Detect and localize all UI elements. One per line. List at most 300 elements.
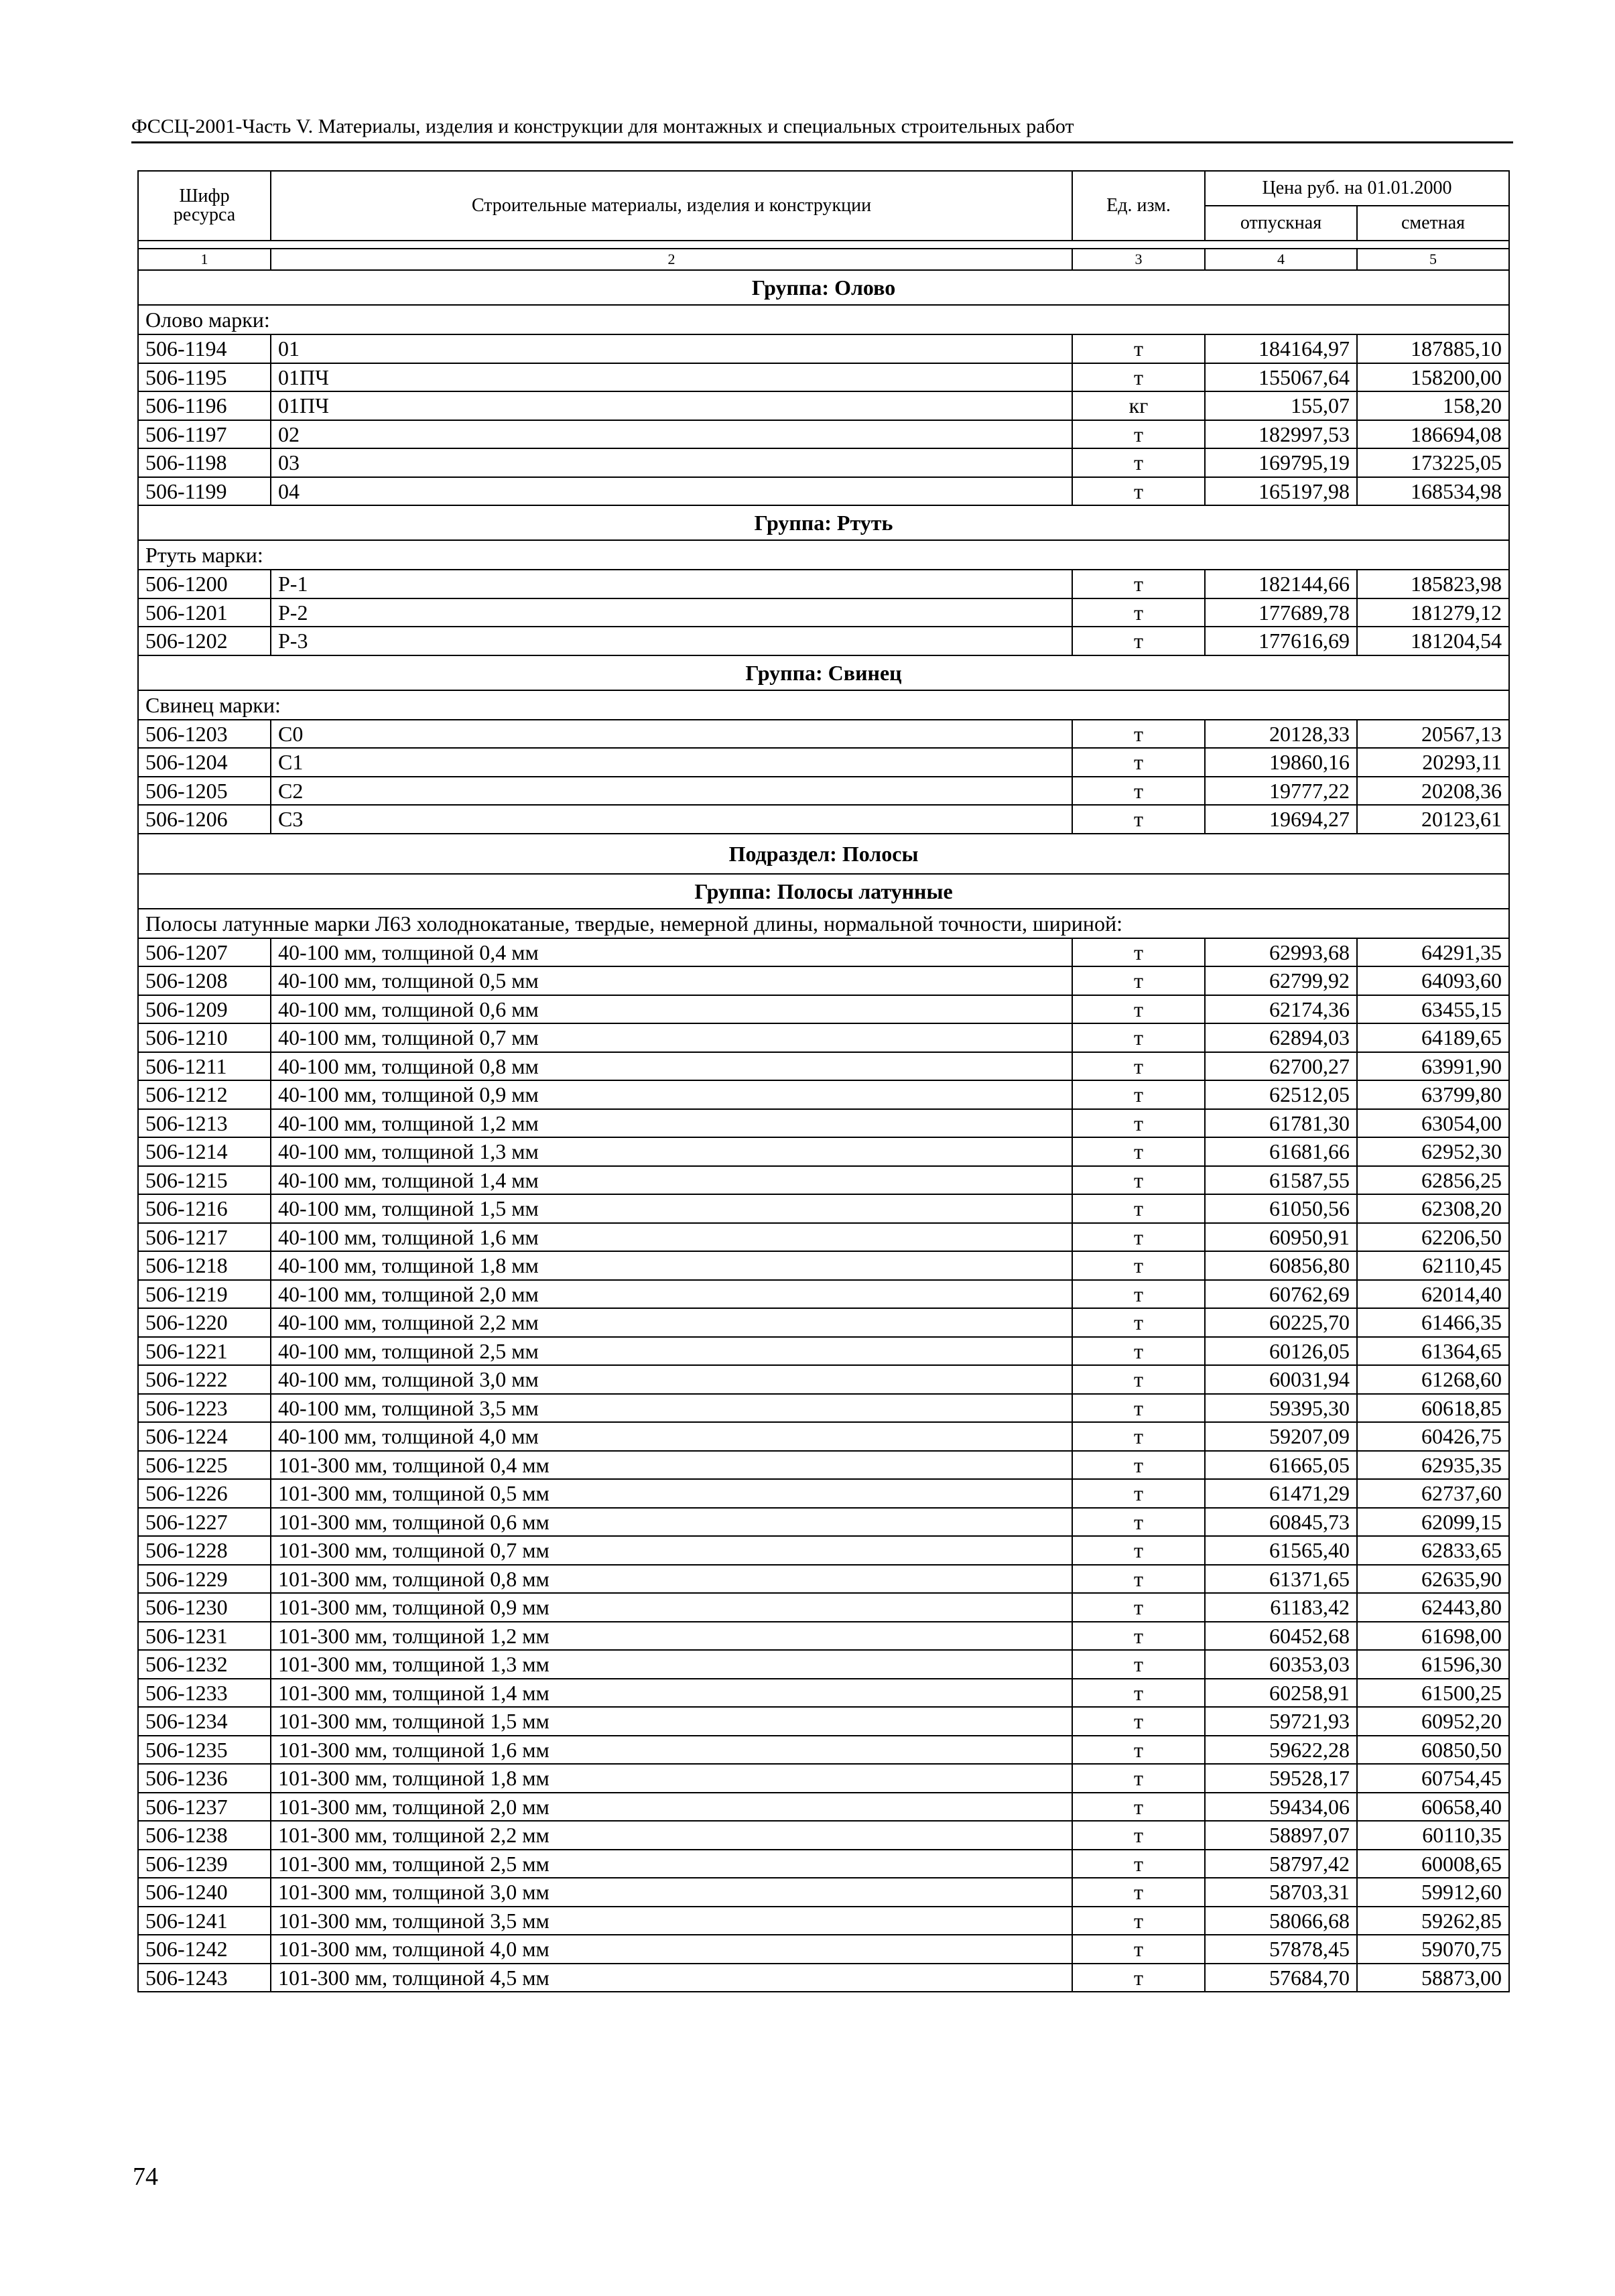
release-price: 177616,69 [1205,627,1357,655]
table-row [138,1764,1509,1793]
unit: т [1072,1907,1205,1935]
table-row [138,1308,1509,1337]
material-name: Р-1 [271,570,1072,598]
unit: т [1072,1251,1205,1280]
resource-code: 506-1219 [138,1280,271,1309]
resource-code: 506-1197 [138,420,271,449]
estimate-price: 181279,12 [1357,598,1509,627]
unit: кг [1072,391,1205,420]
material-name: 40-100 мм, толщиной 3,0 мм [271,1365,1072,1394]
release-price: 59528,17 [1205,1764,1357,1793]
material-name: 40-100 мм, толщиной 0,5 мм [271,966,1072,995]
table-row [138,598,1509,627]
table-row [138,1964,1509,1992]
table-row [138,1878,1509,1907]
unit: т [1072,1109,1205,1138]
release-price: 60225,70 [1205,1308,1357,1337]
unit: т [1072,720,1205,749]
unit: т [1072,777,1205,806]
table-row [138,1850,1509,1878]
unit: т [1072,1964,1205,1992]
table-row [138,1194,1509,1223]
estimate-price: 173225,05 [1357,448,1509,477]
material-name: 101-300 мм, толщиной 4,0 мм [271,1935,1072,1964]
estimate-price: 62206,50 [1357,1223,1509,1252]
unit: т [1072,334,1205,363]
unit: т [1072,1422,1205,1451]
release-price: 60950,91 [1205,1223,1357,1252]
subheading-row [138,305,1509,334]
column-number: 2 [271,249,1072,270]
material-name: 101-300 мм, толщиной 1,5 мм [271,1707,1072,1736]
release-price: 182144,66 [1205,570,1357,598]
material-name: 101-300 мм, толщиной 1,6 мм [271,1736,1072,1765]
release-price: 60353,03 [1205,1650,1357,1679]
column-number: 4 [1205,249,1357,270]
material-name: 40-100 мм, толщиной 2,2 мм [271,1308,1072,1337]
table-row [138,570,1509,598]
release-price: 61587,55 [1205,1166,1357,1195]
table-row [138,1793,1509,1822]
table-row [138,1451,1509,1480]
table-row [138,1422,1509,1451]
resource-code: 506-1237 [138,1793,271,1822]
resource-code: 506-1217 [138,1223,271,1252]
estimate-price: 185823,98 [1357,570,1509,598]
resource-code: 506-1233 [138,1679,271,1708]
release-price: 61050,56 [1205,1194,1357,1223]
table-row [138,1337,1509,1366]
estimate-price: 58873,00 [1357,1964,1509,1992]
unit: т [1072,1935,1205,1964]
release-price: 60126,05 [1205,1337,1357,1366]
material-name: 101-300 мм, толщиной 4,5 мм [271,1964,1072,1992]
subheading-row [138,909,1509,938]
unit: т [1072,1194,1205,1223]
resource-code: 506-1206 [138,805,271,834]
estimate-price: 20208,36 [1357,777,1509,806]
subsection-title: Подраздел: Полосы [138,834,1509,874]
material-name: Р-3 [271,627,1072,655]
release-price: 60258,91 [1205,1679,1357,1708]
release-price: 177689,78 [1205,598,1357,627]
estimate-price: 158,20 [1357,391,1509,420]
group-title: Группа: Олово [138,270,1509,305]
estimate-price: 60658,40 [1357,1793,1509,1822]
resource-code: 506-1207 [138,938,271,967]
table-row [138,391,1509,420]
subsection-row [138,834,1509,874]
release-price: 20128,33 [1205,720,1357,749]
resource-code: 506-1194 [138,334,271,363]
estimate-price: 20123,61 [1357,805,1509,834]
release-price: 62993,68 [1205,938,1357,967]
estimate-price: 61268,60 [1357,1365,1509,1394]
estimate-price: 60110,35 [1357,1821,1509,1850]
material-name: 01ПЧ [271,363,1072,392]
material-name: 101-300 мм, толщиной 3,0 мм [271,1878,1072,1907]
unit: т [1072,1451,1205,1480]
unit: т [1072,477,1205,506]
material-name: 101-300 мм, толщиной 1,2 мм [271,1622,1072,1651]
group-row [138,505,1509,540]
release-price: 61665,05 [1205,1451,1357,1480]
subheading-text: Полосы латунные марки Л63 холоднокатаные, твердые, немерной длины, нормальной точности, шириной: [138,909,1509,938]
estimate-price: 61466,35 [1357,1308,1509,1337]
estimate-price: 61596,30 [1357,1650,1509,1679]
release-price: 169795,19 [1205,448,1357,477]
estimate-price: 62014,40 [1357,1280,1509,1309]
release-price: 62174,36 [1205,995,1357,1024]
material-name: 101-300 мм, толщиной 0,7 мм [271,1536,1072,1565]
resource-code: 506-1238 [138,1821,271,1850]
group-row [138,874,1509,909]
resource-code: 506-1220 [138,1308,271,1337]
resource-code: 506-1195 [138,363,271,392]
release-price: 58066,68 [1205,1907,1357,1935]
table-row [138,1223,1509,1252]
column-number: 1 [138,249,271,270]
release-price: 155,07 [1205,391,1357,420]
unit: т [1072,1080,1205,1109]
unit: т [1072,748,1205,777]
unit: т [1072,1508,1205,1537]
estimate-price: 63799,80 [1357,1080,1509,1109]
resource-code: 506-1229 [138,1565,271,1594]
material-name: 101-300 мм, толщиной 1,3 мм [271,1650,1072,1679]
table-row [138,1251,1509,1280]
resource-code: 506-1236 [138,1764,271,1793]
release-price: 60845,73 [1205,1508,1357,1537]
subheading-text: Свинец марки: [138,690,1509,720]
table-row [138,1479,1509,1508]
estimate-price: 63455,15 [1357,995,1509,1024]
unit: т [1072,627,1205,655]
release-price: 61371,65 [1205,1565,1357,1594]
column-header-unit: Ед. изм. [1072,171,1205,241]
resource-code: 506-1222 [138,1365,271,1394]
resource-code: 506-1212 [138,1080,271,1109]
estimate-price: 62737,60 [1357,1479,1509,1508]
material-name: 101-300 мм, толщиной 2,2 мм [271,1821,1072,1850]
resource-code: 506-1230 [138,1593,271,1622]
material-name: 01 [271,334,1072,363]
resource-code: 506-1239 [138,1850,271,1878]
page-number: 74 [133,2163,158,2191]
release-price: 59434,06 [1205,1793,1357,1822]
unit: т [1072,448,1205,477]
resource-code: 506-1209 [138,995,271,1024]
table-row [138,448,1509,477]
unit: т [1072,1793,1205,1822]
release-price: 57878,45 [1205,1935,1357,1964]
release-price: 58703,31 [1205,1878,1357,1907]
group-row [138,270,1509,305]
subheading-text: Ртуть марки: [138,540,1509,570]
resource-code: 506-1240 [138,1878,271,1907]
material-name: 40-100 мм, толщиной 2,5 мм [271,1337,1072,1366]
subheading-text: Олово марки: [138,305,1509,334]
table-row [138,1622,1509,1651]
material-name: 03 [271,448,1072,477]
estimate-price: 186694,08 [1357,420,1509,449]
release-price: 182997,53 [1205,420,1357,449]
table-row [138,627,1509,655]
release-price: 62894,03 [1205,1023,1357,1052]
resource-code: 506-1223 [138,1394,271,1423]
release-price: 155067,64 [1205,363,1357,392]
unit: т [1072,1394,1205,1423]
unit: т [1072,1166,1205,1195]
estimate-price: 63991,90 [1357,1052,1509,1081]
release-price: 61681,66 [1205,1137,1357,1166]
column-header-price: Цена руб. на 01.01.2000 [1205,171,1509,206]
header-gap [138,241,1509,249]
table-row [138,1080,1509,1109]
estimate-price: 158200,00 [1357,363,1509,392]
table-row [138,1650,1509,1679]
resource-code: 506-1241 [138,1907,271,1935]
material-name: 04 [271,477,1072,506]
running-header: ФССЦ-2001-Часть V. Материалы, изделия и конструкции для монтажных и специальных строительных работ [131,115,1074,137]
material-name: С2 [271,777,1072,806]
estimate-price: 62856,25 [1357,1166,1509,1195]
resource-code: 506-1213 [138,1109,271,1138]
table-row [138,748,1509,777]
release-price: 60762,69 [1205,1280,1357,1309]
table-row [138,1736,1509,1765]
table-row [138,720,1509,749]
table-row [138,363,1509,392]
material-name: 101-300 мм, толщиной 0,6 мм [271,1508,1072,1537]
estimate-price: 61500,25 [1357,1679,1509,1708]
unit: т [1072,995,1205,1024]
unit: т [1072,1622,1205,1651]
estimate-price: 59070,75 [1357,1935,1509,1964]
estimate-price: 62833,65 [1357,1536,1509,1565]
release-price: 60452,68 [1205,1622,1357,1651]
table-row [138,1166,1509,1195]
material-name: 101-300 мм, толщиной 0,4 мм [271,1451,1072,1480]
estimate-price: 61364,65 [1357,1337,1509,1366]
unit: т [1072,1821,1205,1850]
unit: т [1072,1280,1205,1309]
estimate-price: 60754,45 [1357,1764,1509,1793]
table-row [138,1821,1509,1850]
table-row [138,1052,1509,1081]
estimate-price: 20567,13 [1357,720,1509,749]
release-price: 62512,05 [1205,1080,1357,1109]
column-header-estimate: сметная [1357,206,1509,241]
resource-code: 506-1202 [138,627,271,655]
estimate-price: 181204,54 [1357,627,1509,655]
release-price: 60031,94 [1205,1365,1357,1394]
unit: т [1072,1878,1205,1907]
resource-code: 506-1198 [138,448,271,477]
unit: т [1072,1137,1205,1166]
material-name: 101-300 мм, толщиной 0,8 мм [271,1565,1072,1594]
column-header-name: Строительные материалы, изделия и конструкции [271,171,1072,241]
material-name: 01ПЧ [271,391,1072,420]
release-price: 61471,29 [1205,1479,1357,1508]
unit: т [1072,1365,1205,1394]
column-number: 5 [1357,249,1509,270]
estimate-price: 60618,85 [1357,1394,1509,1423]
unit: т [1072,1223,1205,1252]
release-price: 19694,27 [1205,805,1357,834]
table-row [138,1508,1509,1537]
table-row [138,1907,1509,1935]
table-row [138,966,1509,995]
estimate-price: 61698,00 [1357,1622,1509,1651]
material-name: 101-300 мм, толщиной 3,5 мм [271,1907,1072,1935]
estimate-price: 64189,65 [1357,1023,1509,1052]
estimate-price: 168534,98 [1357,477,1509,506]
group-title: Группа: Полосы латунные [138,874,1509,909]
unit: т [1072,966,1205,995]
release-price: 61183,42 [1205,1593,1357,1622]
resource-code: 506-1231 [138,1622,271,1651]
unit: т [1072,1850,1205,1878]
release-price: 19777,22 [1205,777,1357,806]
release-price: 62799,92 [1205,966,1357,995]
release-price: 58897,07 [1205,1821,1357,1850]
resource-code: 506-1199 [138,477,271,506]
unit: т [1072,1565,1205,1594]
unit: т [1072,1337,1205,1366]
resource-code: 506-1221 [138,1337,271,1366]
table-row [138,477,1509,506]
material-name: 40-100 мм, толщиной 1,5 мм [271,1194,1072,1223]
unit: т [1072,1736,1205,1765]
table-row [138,995,1509,1024]
group-row [138,655,1509,690]
release-price: 60856,80 [1205,1251,1357,1280]
material-name: 40-100 мм, толщиной 3,5 мм [271,1394,1072,1423]
column-number: 3 [1072,249,1205,270]
release-price: 61781,30 [1205,1109,1357,1138]
resource-code: 506-1227 [138,1508,271,1537]
estimate-price: 64291,35 [1357,938,1509,967]
unit: т [1072,1052,1205,1081]
resource-code: 506-1234 [138,1707,271,1736]
resource-code: 506-1226 [138,1479,271,1508]
unit: т [1072,805,1205,834]
material-name: 101-300 мм, толщиной 1,8 мм [271,1764,1072,1793]
estimate-price: 62443,80 [1357,1593,1509,1622]
material-name: С1 [271,748,1072,777]
material-name: 40-100 мм, толщиной 1,6 мм [271,1223,1072,1252]
material-name: 40-100 мм, толщиной 2,0 мм [271,1280,1072,1309]
resource-code: 506-1242 [138,1935,271,1964]
release-price: 59207,09 [1205,1422,1357,1451]
table-row [138,1593,1509,1622]
table-row [138,1536,1509,1565]
resource-code: 506-1218 [138,1251,271,1280]
material-name: 40-100 мм, толщиной 4,0 мм [271,1422,1072,1451]
subheading-row [138,540,1509,570]
material-name: 101-300 мм, толщиной 2,5 мм [271,1850,1072,1878]
table-row [138,1023,1509,1052]
subheading-row [138,690,1509,720]
resource-code: 506-1201 [138,598,271,627]
table-row [138,334,1509,363]
table-row [138,1394,1509,1423]
material-name: Р-2 [271,598,1072,627]
resource-code: 506-1208 [138,966,271,995]
release-price: 165197,98 [1205,477,1357,506]
estimate-price: 60850,50 [1357,1736,1509,1765]
unit: т [1072,363,1205,392]
unit: т [1072,1707,1205,1736]
resource-code: 506-1216 [138,1194,271,1223]
release-price: 59395,30 [1205,1394,1357,1423]
unit: т [1072,1479,1205,1508]
table-row [138,1935,1509,1964]
release-price: 58797,42 [1205,1850,1357,1878]
estimate-price: 60952,20 [1357,1707,1509,1736]
resource-code: 506-1200 [138,570,271,598]
resource-code: 506-1214 [138,1137,271,1166]
estimate-price: 187885,10 [1357,334,1509,363]
material-name: 40-100 мм, толщиной 1,3 мм [271,1137,1072,1166]
estimate-price: 62952,30 [1357,1137,1509,1166]
release-price: 184164,97 [1205,334,1357,363]
material-name: 40-100 мм, толщиной 0,8 мм [271,1052,1072,1081]
release-price: 57684,70 [1205,1964,1357,1992]
unit: т [1072,570,1205,598]
table-row [138,420,1509,449]
estimate-price: 62935,35 [1357,1451,1509,1480]
column-header-code: Шифр ресурса [138,171,271,241]
material-name: С0 [271,720,1072,749]
table-row [138,777,1509,806]
table-row [138,1365,1509,1394]
table-row [138,1679,1509,1708]
material-name: 40-100 мм, толщиной 1,8 мм [271,1251,1072,1280]
estimate-price: 59912,60 [1357,1878,1509,1907]
column-header-release: отпускная [1205,206,1357,241]
unit: т [1072,1023,1205,1052]
material-name: 40-100 мм, толщиной 0,4 мм [271,938,1072,967]
resource-code: 506-1196 [138,391,271,420]
unit: т [1072,1593,1205,1622]
resource-code: 506-1243 [138,1964,271,1992]
estimate-price: 60008,65 [1357,1850,1509,1878]
resource-code: 506-1232 [138,1650,271,1679]
group-title: Группа: Ртуть [138,505,1509,540]
group-title: Группа: Свинец [138,655,1509,690]
estimate-price: 62308,20 [1357,1194,1509,1223]
material-name: 40-100 мм, толщиной 1,2 мм [271,1109,1072,1138]
unit: т [1072,1536,1205,1565]
unit: т [1072,598,1205,627]
material-name: 101-300 мм, толщиной 2,0 мм [271,1793,1072,1822]
unit: т [1072,938,1205,967]
estimate-price: 62110,45 [1357,1251,1509,1280]
resource-code: 506-1215 [138,1166,271,1195]
material-name: 40-100 мм, толщиной 0,6 мм [271,995,1072,1024]
unit: т [1072,1650,1205,1679]
unit: т [1072,420,1205,449]
table-row [138,938,1509,967]
material-name: 40-100 мм, толщиной 0,9 мм [271,1080,1072,1109]
table-row [138,1280,1509,1309]
material-name: 40-100 мм, толщиной 0,7 мм [271,1023,1072,1052]
price-table [137,170,1510,1992]
release-price: 62700,27 [1205,1052,1357,1081]
estimate-price: 60426,75 [1357,1422,1509,1451]
